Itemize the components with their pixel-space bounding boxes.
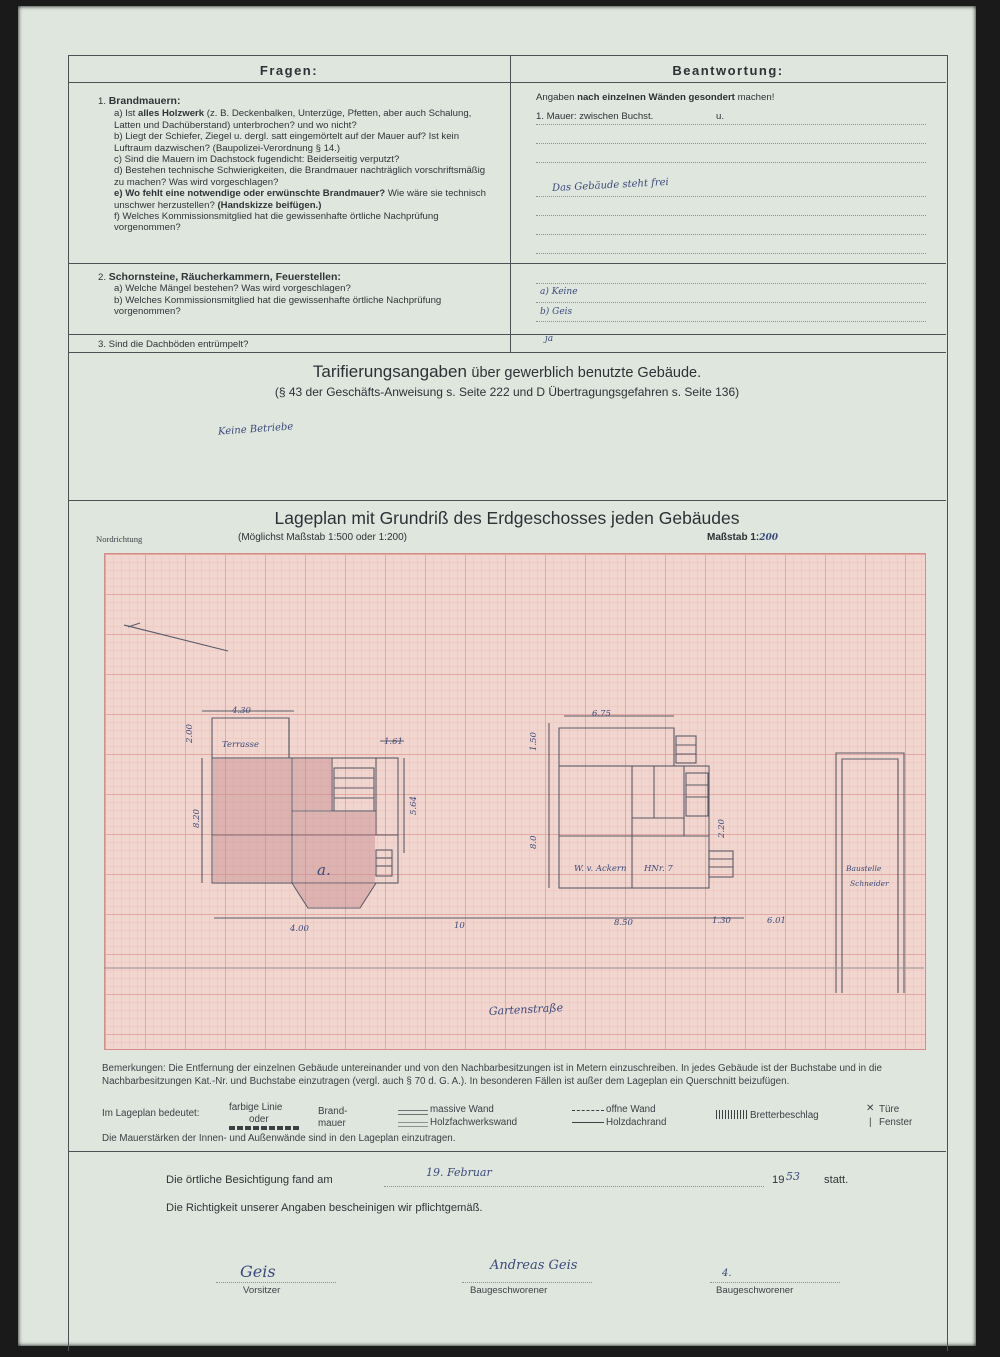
q1-b: b) Liegt der Schiefer, Ziegel u. dergl. satt eingemörtelt auf der Mauer auf? Ist kein Luftraum dazwischen? (Baupolizei-Verordnung § 14.) [114,131,460,154]
answer-line [536,162,926,163]
label-hnr: HNr. 7 [644,864,673,874]
dim-220: 2.20 [717,819,727,838]
label-building-a: a. [317,861,331,879]
row-divider [68,352,946,353]
row-divider [68,1151,946,1152]
legend-holzfach-icon [398,1122,428,1127]
q1-d: d) Bestehen technische Schwierigkeiten, die Brandmauer nachträglich vorschriftsmäßig zu machen? Was wird vorgeschlagen? [114,165,486,188]
tarif-handwritten: Keine Betriebe [217,421,294,438]
answers-header: Beantwortung: [672,63,784,78]
signature-line [462,1282,592,1283]
label-ackern: W. v. Ackern [574,864,627,874]
signature-2: Andreas Geis [490,1258,578,1273]
tarif-subtitle: (§ 43 der Geschäfts-Anweisung s. Seite 222 und D Übertragungsgefahren s. Seite 136) [274,385,740,399]
questions-header: Fragen: [259,63,319,78]
label-street: Gartenstraße [488,1001,564,1018]
column-divider [510,55,511,353]
dim-150: 1.50 [529,732,539,751]
remarks [102,1063,932,1088]
answer-3-handwritten: ja [545,334,554,344]
legend-fenster: Fenster [879,1117,913,1128]
label-terrasse: Terrasse [222,740,259,750]
legend-offne-icon [572,1110,604,1111]
q1-a: a) Ist alles Holzwerk (z. B. Deckenbalken, Unterzüge, Pfetten, aber auch Schalung, Latten und Dachüberstand) unterbrochen? und wo nicht? [114,108,472,131]
legend-massive: massive Wand [430,1104,494,1115]
answer-1-handwritten: Das Gebäude steht frei [551,176,670,195]
row-divider [68,334,946,335]
legend-door-icon: ✕ [866,1103,875,1114]
legend-holzdach: Holzdachrand [606,1117,667,1128]
answer-2a-handwritten: a) Keine [540,287,578,297]
legend-holzdach-icon [572,1122,604,1123]
legend-holzfach: Holzfachwerkswand [430,1117,518,1128]
legend-offne: offne Wand [606,1104,656,1115]
legend-bretter: Bretterbeschlag [750,1110,819,1121]
signature-line [216,1282,336,1283]
legend-bretter-icon [716,1110,748,1119]
dim-161: 1.61 [384,737,403,747]
dim-800: 8.0 [529,835,539,849]
signature-1: Geis [240,1262,276,1281]
remarks-label: Bemerkungen: [102,1063,166,1074]
label-baustelle: Baustelle [846,864,882,873]
tarif-title: Tarifierungsangaben über gewerblich benutzte Gebäude. [312,362,702,381]
answer-line [536,234,926,235]
answer-line [536,124,926,125]
q1-e: e) Wo fehlt eine notwendige oder erwünschte Brandmauer? Wie wäre sie technisch unschwer herzustellen? (Handskizze beifügen.) [114,188,486,211]
dim-601: 6.01 [767,916,786,926]
dim-850: 8.50 [614,918,633,928]
legend-brand: Brand- [318,1106,348,1117]
question-3: 3. Sind die Dachböden entrümpelt? [98,339,249,350]
label-schneider: Schneider [850,879,889,888]
answer-line [536,253,926,254]
statt-text: statt. [824,1174,849,1186]
signature-line [710,1282,840,1283]
north-arrow-icon [124,625,228,651]
q1-c: c) Sind die Mauern im Dachstock fugendicht: Beiderseitig verputzt? [114,154,400,166]
q2-a: a) Welche Mängel bestehen? Was wird vorgeschlagen? [114,283,351,295]
q1-number: 1. [98,96,107,107]
legend-farbige: farbige Linie [229,1102,283,1113]
lageplan-title: Lageplan mit Grundriß des Erdgeschosses jeden Gebäudes [274,508,740,528]
dim-564: 5.64 [409,796,419,815]
scale-label: Maßstab 1:200 [707,532,779,543]
site-plan-drawing [104,553,924,1048]
dim-675: 6.75 [592,709,611,719]
dim-400: 4.00 [290,924,309,934]
legend-firewall-line-icon [229,1126,301,1130]
role-baugeschworener-2: Baugeschworener [716,1285,794,1296]
question-1 [98,96,493,234]
walls-note: Die Mauerstärken der Innen- und Außenwände sind in den Lageplan einzutragen. [102,1133,456,1144]
richtigkeit-text: Die Richtigkeit unserer Angaben bescheinigen wir pflichtgemäß. [166,1202,483,1214]
date-handwritten: 19. Februar [426,1166,492,1179]
question-2: 2. Schornsteine, Räucherkammern, Feuerstellen: a) Welche Mängel bestehen? Was wird vorgeschlagen? b) Welches Kommissionsmitglied hat die gewissenhafte örtliche Nachprüfung vorgenommen? [98,272,493,318]
header-divider [68,82,946,83]
legend-intro: Im Lageplan bedeutet: [102,1108,200,1119]
q1-title: Brandmauern: [108,95,181,107]
answer-line [536,321,926,322]
signature-3: 4. [722,1268,732,1279]
answer-1-intro: Angaben nach einzelnen Wänden gesondert machen! [536,92,775,103]
answer-line [536,302,926,303]
role-baugeschworener-1: Baugeschworener [470,1285,548,1296]
legend-massive-icon [398,1110,428,1115]
legend-window-icon: | [869,1117,872,1128]
legend-oder: oder [249,1114,269,1125]
remarks-text: Die Entfernung der einzelnen Gebäude untereinander und von den Nachbarbesitzungen ist in Metern einzuschreiben. In jedes Gebäude ist der Buchstabe und in die Nachbarbesitzungen Kat.-Nr. und Buchstabe einzutragen (vergl. auch § 70 d. G. A.). In besonderen Fällen ist außer dem Lageplan ein Querschnitt beizufügen. [102,1063,882,1087]
answer-2b-handwritten: b) Geis [540,307,573,317]
row-divider [68,500,946,501]
year-prefix: 19 [772,1174,785,1186]
answer-1-wall-u: u. [716,111,725,122]
role-vorsitzer: Vorsitzer [243,1285,281,1296]
q2-b: b) Welches Kommissionsmitglied hat die gewissenhafte örtliche Nachprüfung vorgenommen? [114,294,442,318]
answer-line [536,283,926,284]
year-handwritten: 53 [786,1170,800,1183]
building-site-outline [836,753,904,993]
dim-10: 10 [454,921,465,931]
answer-line [536,196,926,197]
answer-line [536,215,926,216]
legend-tuere: Türe [879,1104,900,1115]
legend-mauer: mauer [318,1118,346,1129]
besichtigung-text: Die örtliche Besichtigung fand am [166,1174,333,1186]
dim-430: 4.30 [232,706,251,716]
north-direction-label: Nordrichtung [96,534,143,544]
dim-200: 2.00 [185,724,195,743]
dim-130: 1.30 [712,916,731,926]
answer-1-wall: 1. Mauer: zwischen Buchst. [536,111,654,122]
row-divider [68,263,946,264]
q1-f: f) Welches Kommissionsmitglied hat die gewissenhafte örtliche Nachprüfung vorgenommen? [114,211,439,234]
lageplan-hint: (Möglichst Maßstab 1:500 oder 1:200) [238,532,407,543]
answer-line [536,143,926,144]
q2-title: Schornsteine, Räucherkammern, Feuerstellen: [108,271,341,283]
date-line [384,1186,764,1187]
dim-820: 8.20 [192,809,202,828]
